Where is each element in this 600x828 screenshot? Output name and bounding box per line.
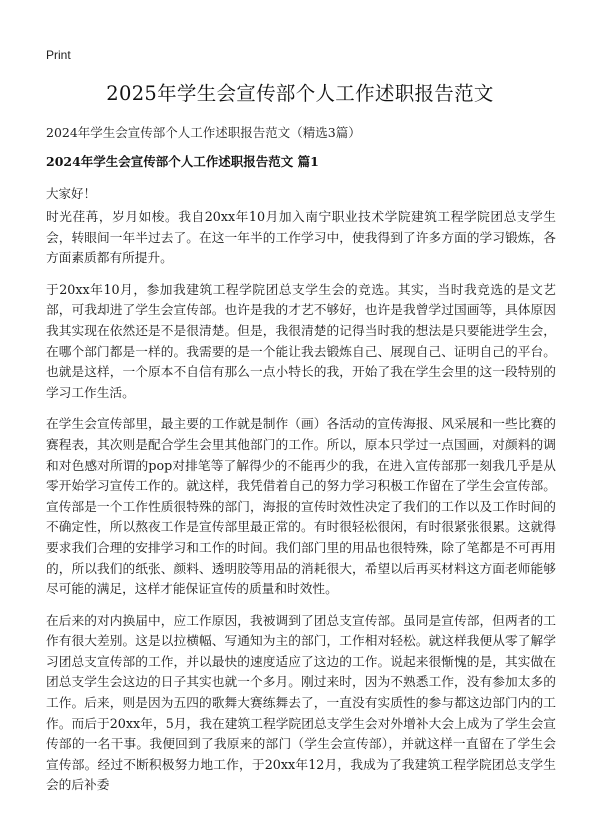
document-subtitle: 2024年学生会宣传部个人工作述职报告范文（精选3篇） bbox=[46, 125, 361, 140]
greeting-text: 大家好！ bbox=[46, 186, 97, 201]
body-paragraph-3: 在学生会宣传部里，最主要的工作就是制作（画）各活动的宣传海报、风采展和一些比赛的赛程表，其次则是配合学生会里其他部门的工作。所以，原本只学过一点国画，对颜料的调和对色感对所谓的pop对排笔等了解得少的不能再少的我，在进入宣传部那一刻我几乎是从零开始学习宣传工作的。就这样，我凭借着自己的努力学习积极工作留在了学生会宣传部。宣传部是一个工作性质很特殊的部门，海报的宣传时效性决定了我们的工作以及工作时间的不确定性，所以熬夜工作是宣传部里最正常的。有时很轻松很闲，有时很紧张很累。这就得要求我们合理的安排学习和工作的时间。我们部门里的用品也很特殊，除了笔都是不可再用的，所以我们的纸张、颜料、透明胶等用品的消耗很大，希望以后再买材料这方面老师能够尽可能的满足，这样才能保证宣传的质量和时效性。 bbox=[46, 416, 556, 597]
body-paragraph-4: 在后来的对内换届中，应工作原因，我被调到了团总支宣传部。虽同是宣传部，但两者的工作有很大差别。这是以拉横幅、写通知为主的部门，工作相对轻松。就这样我便从零了解学习团总支宣传部的工作，并以最快的速度适应了这边的工作。说起来很惭愧的是，其实做在团总支学生会这边的日子其实也就一个多月。刚过来时，因为不熟悉工作，没有参加太多的工作。后来，则是因为五四的歌舞大赛练舞去了，一直没有实质性的参与都这边部门内的工作。而后于20xx年，5月，我在建筑工程学院团总支学生会对外增补大会上成为了学生会宣传部的一名干事。我便回到了我原来的部门（学生会宣传部），并就这样一直留在了学生会宣传部。经过不断积极努力地工作，于20xx年12月，我成为了我建筑工程学院团总支学生会的后补委 bbox=[46, 612, 556, 793]
body-paragraph-1: 时光荏苒，岁月如梭。我自20xx年10月加入南宁职业技术学院建筑工程学院团总支学生会，转眼间一年半过去了。在这一年半的工作学习中，使我得到了许多方面的学习锻炼，各方面素质都有所提升。 bbox=[46, 209, 556, 266]
section-heading: 2024年学生会宣传部个人工作述职报告范文 篇1 bbox=[46, 154, 319, 169]
print-link[interactable]: Print bbox=[46, 48, 71, 62]
document-title: 2025年学生会宣传部个人工作述职报告范文 bbox=[106, 82, 494, 105]
document-body bbox=[46, 207, 556, 807]
body-paragraph-2: 于20xx年10月，参加我建筑工程学院团总支学生会的竞选。其实，当时我竞选的是文艺部，可我却进了学生会宣传部。也许是我的才艺不够好，也许是我曾学过国画等，具体原因我其实现在依然还是不是很清楚。但是，我很清楚的记得当时我的想法是只要能进学生会，在哪个部门都是一样的。我需要的是一个能让我去锻炼自己、展现自己、证明自己的平台。也就是这样，一个原本不自信有那么一点小特长的我，开始了我在学生会里的这一段特别的学习工作生活。 bbox=[46, 281, 556, 400]
